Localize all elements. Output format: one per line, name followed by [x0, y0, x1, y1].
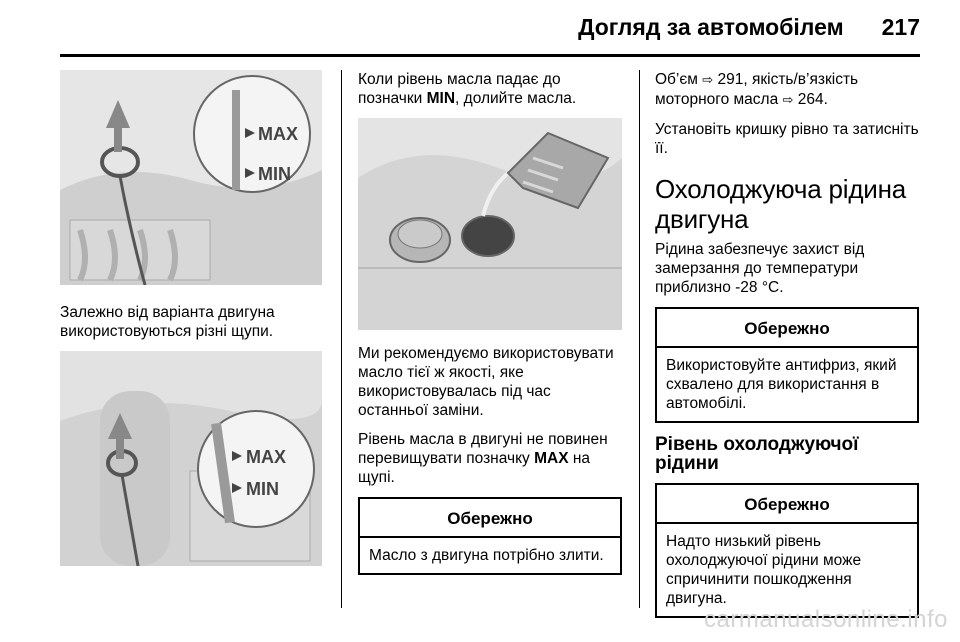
cross-reference-icon: ⇨ — [702, 73, 714, 88]
oil-low-paragraph — [358, 70, 622, 108]
caution-title: Обережно — [657, 485, 917, 524]
caution-title: Обережно — [360, 499, 620, 538]
figure-caption: Залежно від варіанта двигуна використовуються різні щупи. — [60, 304, 275, 340]
caution-box-coolant-level — [655, 483, 919, 618]
fig1-max-label: MAX — [258, 124, 298, 144]
dipstick-illustration-1 — [60, 70, 322, 285]
page-reference-2[interactable]: 264 — [797, 91, 824, 108]
caution-box-oil — [358, 497, 622, 575]
caution-text: Використовуйте антифриз, який схвалено для використання в автомобілі. — [666, 357, 897, 412]
watermark: carmanualsonline.info — [704, 606, 948, 633]
period: . — [823, 91, 828, 108]
cross-reference-icon: ⇨ — [782, 93, 794, 108]
max-warning-text-end: на щупі. — [358, 450, 591, 486]
caution-text: Надто низький рівень охолоджуючої рідини може спричинити пошкодження двигуна. — [666, 533, 862, 607]
subsection-title-coolant-level: Рівень охолоджуючої рідини — [655, 434, 859, 474]
oil-recommendation: Ми рекомендуємо використовувати масло тієї ж якості, яке використовувалась під час останньої заміни. — [358, 345, 614, 419]
caution-title: Обережно — [657, 309, 917, 348]
page-reference-1[interactable]: 291 — [717, 71, 744, 88]
fig2-min-label: MIN — [246, 479, 279, 499]
viscosity-text: , якість/в’язкість моторного масла — [655, 71, 859, 108]
oil-low-text-end: , долийте масла. — [455, 90, 577, 107]
max-warning-text: Рівень масла в двигуні не повинен перевищувати позначку — [358, 431, 608, 467]
page-header — [578, 14, 920, 41]
capacity-text: Об’єм — [655, 71, 703, 88]
oil-filling-illustration — [358, 118, 622, 330]
max-warning — [358, 430, 622, 487]
column-divider-2 — [639, 70, 640, 608]
caution-box-antifreeze — [655, 307, 919, 423]
column-divider-1 — [341, 70, 342, 608]
oil-low-text: Коли рівень масла падає до позначки — [358, 71, 561, 107]
coolant-description: Рідина забезпечує захист від замерзання до температури приблизно -28 °C. — [655, 241, 865, 296]
header-title: Догляд за автомобілем — [578, 14, 844, 40]
min-mark: MIN — [426, 90, 456, 107]
dipstick-illustration-2 — [60, 351, 322, 566]
section-title-coolant: Охолоджуюча рідина двигуна — [655, 174, 907, 234]
caution-text: Масло з двигуна потрібно злити. — [369, 547, 604, 564]
header-rule — [60, 54, 920, 57]
fig1-min-label: MIN — [258, 164, 291, 184]
column-3 — [655, 70, 919, 630]
fig2-max-label: MAX — [246, 447, 286, 467]
page-number: 217 — [881, 14, 920, 40]
max-mark: MAX — [534, 450, 569, 467]
oil-capacity-paragraph — [655, 70, 919, 110]
column-2 — [358, 70, 622, 587]
cap-instruction: Установіть кришку рівно та затисніть її. — [655, 121, 919, 157]
column-1 — [60, 70, 322, 566]
